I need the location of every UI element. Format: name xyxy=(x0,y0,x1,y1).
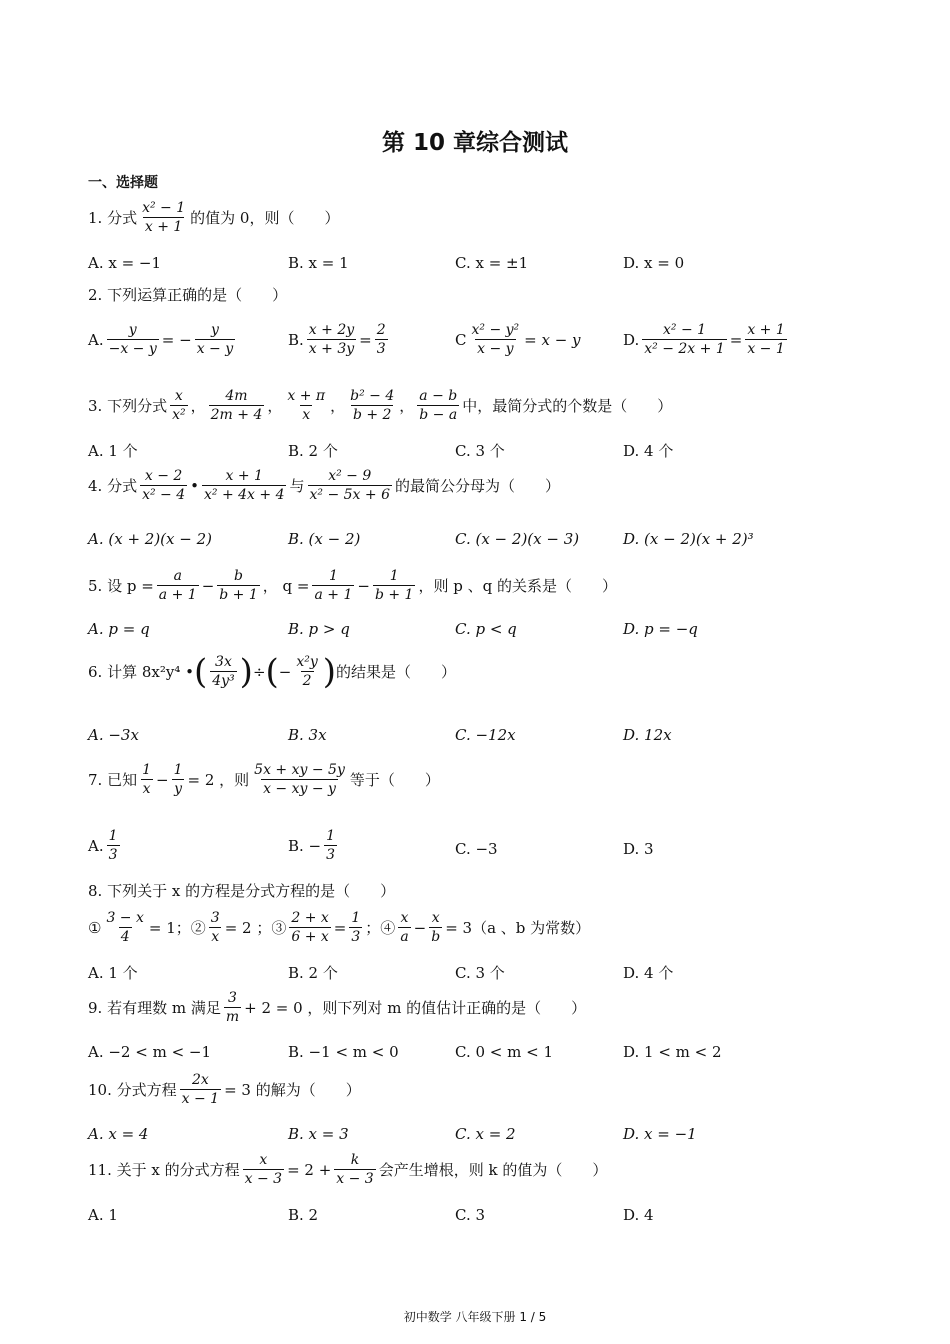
q1-option-a[interactable]: A. x = −1 xyxy=(88,254,162,272)
question-11: 11. 关于 x 的分式方程 $\frac{x}{x - 3}$ = 2 + $\frac{k}{x - 3}$ 会产生增根，则 k 的值为（ ） xyxy=(88,1152,608,1188)
section-heading: 一、选择题 xyxy=(88,175,158,191)
q5-option-d[interactable]: D. p = −q xyxy=(623,620,698,638)
q8-equations: ① $\frac{3 - x}{4}$ = 1；② $\frac{3}{x}$ = 2 ；③ $\frac{2 + x}{6 + x}$ = $\frac{1}{3}$ ；④ $\frac{x}{a}$ − $\frac{x}{b}$ = 3（a 、b 为常数） xyxy=(88,910,591,946)
question-3: 3. 下列分式 $\frac{x}{\text{x²}}$ ， $\frac{4m}{2m + 4}$ ， $\frac{x + \pi}{x}$ ， $\frac{\text{b² − 4}}{b + 2}$ ， $\frac{a - b}{b - a}$ 中，最简分式的个数是（ ） xyxy=(88,388,673,424)
question-6: 6. 计算 8x²y⁴ • ( $\frac{3x}{\text{4y³}}$ ) ÷ ( − $\frac{\text{x²y}}{2}$ ) 的结果是（ ） xyxy=(88,651,457,692)
q3-option-a[interactable]: A. 1 个 xyxy=(88,442,138,460)
q10-option-b[interactable]: B. x = 3 xyxy=(288,1125,349,1143)
question-4: 4. 分式 $\frac{x - 2}{\text{x² − 4}}$ • $\frac{x + 1}{\text{x² + 4x + 4}}$ 与 $\frac{\text{x² − 9}}{\text{x² − 5x + 6}}$ 的最简公分母为（ ） xyxy=(88,468,560,504)
q3-option-c[interactable]: C. 3 个 xyxy=(455,442,505,460)
q9-option-b[interactable]: B. −1 < m < 0 xyxy=(288,1043,399,1061)
q11-option-d[interactable]: D. 4 xyxy=(623,1206,654,1224)
q2-option-a[interactable]: A. $\frac{y}{-x - y}$ = − $\frac{y}{x - y}$ xyxy=(88,322,234,358)
q10-option-a[interactable]: A. x = 4 xyxy=(88,1125,149,1143)
q7-option-d[interactable]: D. 3 xyxy=(623,840,654,858)
q2-option-c[interactable]: C $\frac{\text{x² − y²}}{x - y}$ = x − y xyxy=(455,322,581,358)
q11-option-b[interactable]: B. 2 xyxy=(288,1206,319,1224)
question-5: 5. 设 p = $\frac{a}{a + 1}$ − $\frac{b}{b + 1}$ ， q = $\frac{1}{a + 1}$ − $\frac{1}{b + 1}$ ，则 p 、q 的关系是（ ） xyxy=(88,568,617,604)
question-1 xyxy=(88,200,339,235)
q1-option-c[interactable]: C. x = ±1 xyxy=(455,254,529,272)
q1-suffix: 的值为 0，则（ ） xyxy=(190,209,340,228)
page-footer: 初中数学 八年级下册 1 / 5 xyxy=(403,1310,547,1324)
q5-option-c[interactable]: C. p < q xyxy=(455,620,517,638)
page-title: 第 10 章综合测试 xyxy=(381,130,569,156)
q4-option-a[interactable]: A. (x + 2)(x − 2) xyxy=(88,530,212,548)
q6-option-d[interactable]: D. 12x xyxy=(623,726,672,744)
q4-option-c[interactable]: C. (x − 2)(x − 3) xyxy=(455,530,580,548)
q9-option-d[interactable]: D. 1 < m < 2 xyxy=(623,1043,722,1061)
q1-prefix: 1. 分式 xyxy=(88,209,138,228)
question-8: 8. 下列关于 x 的方程是分式方程的是（ ） xyxy=(88,882,396,900)
q3-option-d[interactable]: D. 4 个 xyxy=(623,442,674,460)
q4-option-d[interactable]: D. (x − 2)(x + 2)³ xyxy=(623,530,754,548)
q6-option-c[interactable]: C. −12x xyxy=(455,726,516,744)
q10-option-d[interactable]: D. x = −1 xyxy=(623,1125,697,1143)
q10-option-c[interactable]: C. x = 2 xyxy=(455,1125,516,1143)
q3-option-b[interactable]: B. 2 个 xyxy=(288,442,338,460)
q8-option-b[interactable]: B. 2 个 xyxy=(288,964,338,982)
q9-option-c[interactable]: C. 0 < m < 1 xyxy=(455,1043,553,1061)
q8-option-a[interactable]: A. 1 个 xyxy=(88,964,138,982)
q11-option-a[interactable]: A. 1 xyxy=(88,1206,118,1224)
q1-option-b[interactable]: B. x = 1 xyxy=(288,254,349,272)
q7-option-b[interactable]: B. − $\frac{1}{3}$ xyxy=(288,828,336,864)
q11-option-c[interactable]: C. 3 xyxy=(455,1206,486,1224)
q9-option-a[interactable]: A. −2 < m < −1 xyxy=(88,1043,212,1061)
q6-option-b[interactable]: B. 3x xyxy=(288,726,327,744)
q1-fraction: $\frac{\text{x² − 1}}{x + 1}$ xyxy=(142,200,186,236)
question-2: 2. 下列运算正确的是（ ） xyxy=(88,286,288,304)
question-7: 7. 已知 $\frac{1}{x}$ − $\frac{1}{y}$ = 2 ，则 $\frac{5x + xy - 5y}{x - xy - y}$ 等于（ ） xyxy=(88,762,440,798)
q8-option-c[interactable]: C. 3 个 xyxy=(455,964,505,982)
q5-option-b[interactable]: B. p > q xyxy=(288,620,350,638)
q7-option-a[interactable]: A. $\frac{1}{3}$ xyxy=(88,828,118,864)
question-9: 9. 若有理数 m 满足 $\frac{3}{m}$ + 2 = 0 ，则下列对 m 的值估计正确的是（ ） xyxy=(88,990,587,1026)
q4-option-b[interactable]: B. (x − 2) xyxy=(288,530,361,548)
q1-option-d[interactable]: D. x = 0 xyxy=(623,254,685,272)
q6-option-a[interactable]: A. −3x xyxy=(88,726,139,744)
q2-option-d[interactable]: D. $\frac{\text{x² − 1}}{\text{x² − 2x + 1}}$ = $\frac{x + 1}{x - 1}$ xyxy=(623,322,785,358)
q8-option-d[interactable]: D. 4 个 xyxy=(623,964,674,982)
q5-option-a[interactable]: A. p = q xyxy=(88,620,150,638)
q7-option-c[interactable]: C. −3 xyxy=(455,840,498,858)
q2-option-b[interactable]: B. $\frac{x + 2y}{x + 3y}$ = $\frac{2}{3}$ xyxy=(288,322,386,358)
question-10: 10. 分式方程 $\frac{2x}{x - 1}$ = 3 的解为（ ） xyxy=(88,1072,361,1108)
